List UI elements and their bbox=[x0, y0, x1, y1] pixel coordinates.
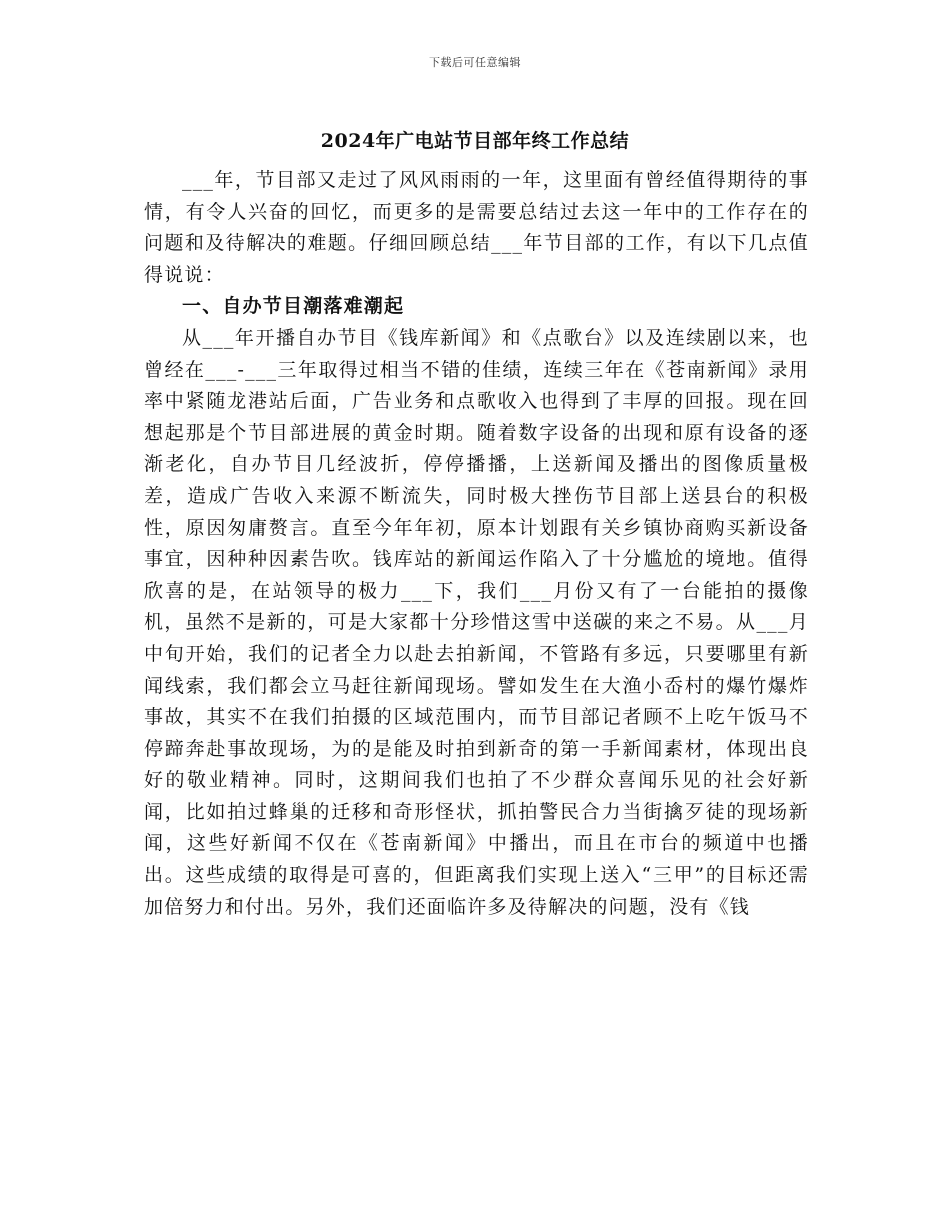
section-paragraph: 从___年开播自办节目《钱库新闻》和《点歌台》以及连续剧以来，也曾经在___-___三年取得过相当不错的佳绩，连续三年在《苍南新闻》录用率中紧随龙港站后面，广告业务和点歌收入也得到了丰厚的回报。现在回想起那是个节目部进展的黄金时期。随着数字设备的出现和原有设备的逐渐老化，自办节目几经波折，停停播播，上送新闻及播出的图像质量极差，造成广告收入来源不断流失，同时极大挫伤节目部上送县台的积极性，原因匆庸赘言。直至今年年初，原本计划跟有关乡镇协商购买新设备事宜，因种种因素告吹。钱库站的新闻运作陷入了十分尴尬的境地。值得欣喜的是，在站领导的极力___下，我们___月份又有了一台能拍的摄像机，虽然不是新的，可是大家都十分珍惜这雪中送碳的来之不易。从___月中旬开始，我们的记者全力以赴去拍新闻，不管路有多远，只要哪里有新闻线索，我们都会立马赶往新闻现场。譬如发生在大渔小岙村的爆竹爆炸事故，其实不在我们拍摄的区域范围内，而节目部记者顾不上吃午饭马不停蹄奔赴事故现场，为的是能及时拍到新奇的第一手新闻素材，体现出良好的敬业精神。同时，这期间我们也拍了不少群众喜闻乐见的社会好新闻，比如拍过蜂巢的迁移和奇形怪状，抓拍警民合力当街擒歹徒的现场新闻，这些好新闻不仅在《苍南新闻》中播出，而且在市台的频道中也播出。这些成绩的取得是可喜的，但距离我们实现上送入“三甲”的目标还需加倍努力和付出。另外，我们还面临许多及待解决的问题，没有《钱 bbox=[144, 326, 809, 918]
page-header-note: 下载后可任意编辑 bbox=[429, 56, 521, 69]
document-title: 2024年广电站节目部年终工作总结 bbox=[320, 130, 630, 152]
intro-paragraph: ___年，节目部又走过了风风雨雨的一年，这里面有曾经值得期待的事情，有令人兴奋的回忆，而更多的是需要总结过去这一年中的工作存在的问题和及待解决的难题。仔细回顾总结___年节目部的工作，有以下几点值得说说： bbox=[144, 169, 809, 286]
document-body bbox=[144, 165, 809, 923]
section-heading: 一、自办节目潮落难潮起 bbox=[182, 295, 405, 318]
